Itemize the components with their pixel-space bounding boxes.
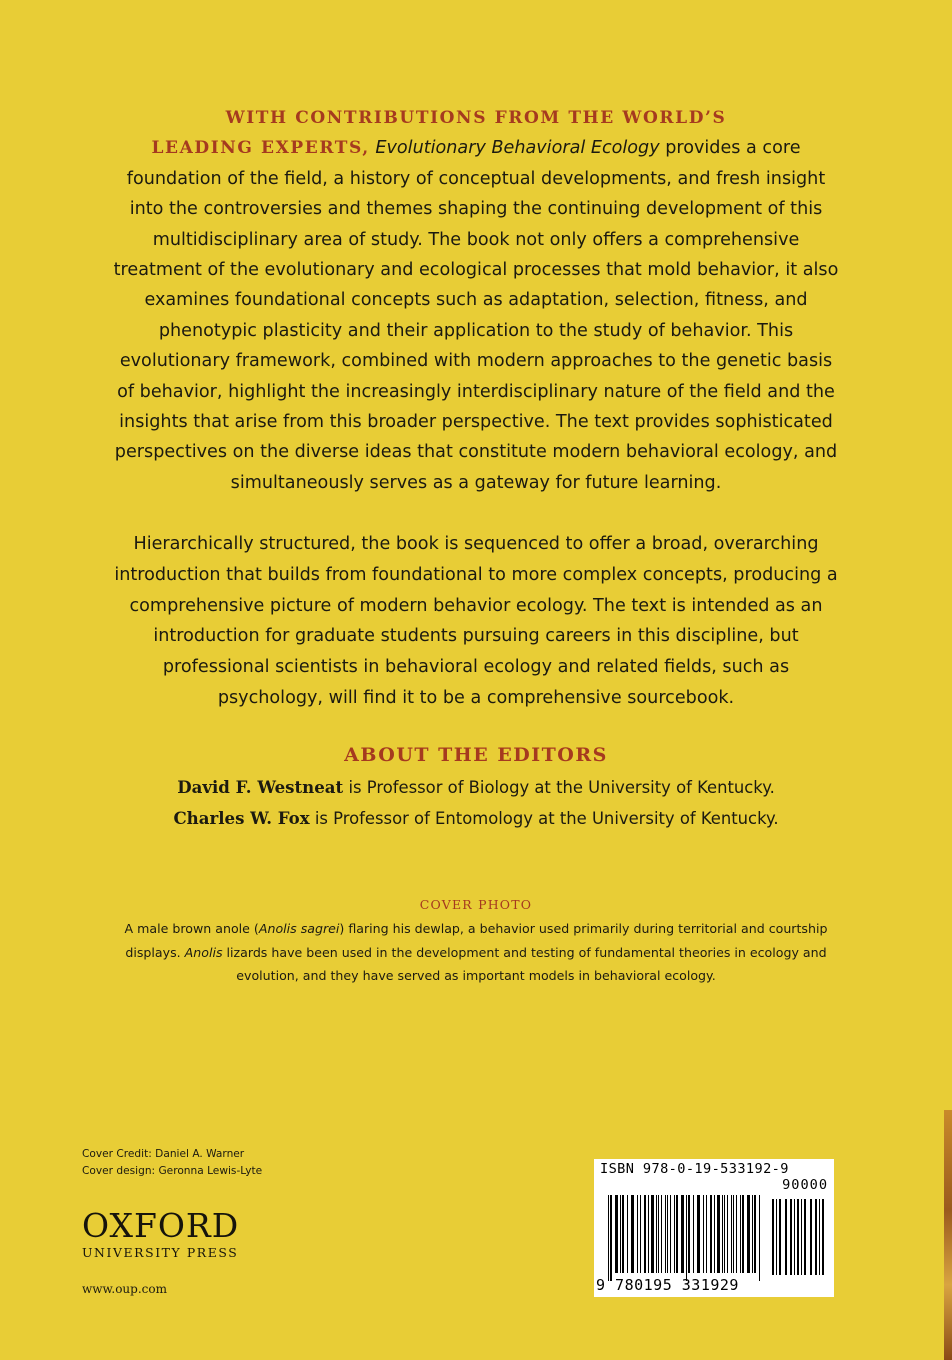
barcode-bar bbox=[815, 1199, 817, 1275]
barcode-bar bbox=[651, 1195, 654, 1273]
barcode-bar bbox=[714, 1195, 715, 1273]
genus-name: Anolis bbox=[184, 944, 223, 960]
barcode-bar bbox=[801, 1199, 802, 1275]
description-paragraph-1 bbox=[110, 103, 842, 498]
barcode-bar bbox=[688, 1195, 690, 1273]
editor-name: Charles W. Fox bbox=[173, 808, 310, 828]
barcode-bar bbox=[637, 1195, 638, 1273]
barcode-bar bbox=[752, 1195, 753, 1273]
barcode-bar bbox=[706, 1195, 707, 1273]
publisher-subtitle: UNIVERSITY PRESS bbox=[82, 1245, 239, 1260]
editor-affiliation: is Professor of Entomology at the University of Kentucky. bbox=[309, 809, 779, 828]
paragraph-1-body: provides a core foundation of the field, a history of conceptual developments, and fresh insight into the controversies and themes shaping the continuing development of this multidisciplinary area of study. The book not only offers a comprehensive treatment of the evolutionary and ecological processes that mold behavior, it also examines foundational concepts such as adaptation, selection, fitness, and phenotypic plasticity and their application to the study of behavior. This evolutionary framework, combined with modern approaches to the genetic basis of behavior, highlight the increasingly interdisciplinary nature of the field and the insights that arise from this broader perspective. The text provides sophisticated perspectives on the diverse ideas that constitute modern behavioral ecology, and simultaneously serves as a gateway for future learning. bbox=[113, 138, 839, 493]
barcode-bar bbox=[736, 1195, 737, 1273]
barcode-bar bbox=[776, 1199, 777, 1275]
barcode-bar bbox=[661, 1195, 662, 1273]
barcode-bar bbox=[670, 1195, 671, 1273]
barcode-bar bbox=[608, 1195, 609, 1281]
barcode-bar bbox=[640, 1195, 641, 1273]
barcode-bar bbox=[722, 1195, 723, 1273]
isbn-number: ISBN 978-0-19-533192-9 bbox=[600, 1161, 789, 1177]
barcode-bar bbox=[733, 1195, 734, 1273]
barcode-bar bbox=[681, 1195, 684, 1273]
barcode-bar bbox=[622, 1195, 624, 1273]
caption-part: ) flaring his dewlap, a behavior used primarily during territorial and courtship displays. bbox=[125, 921, 828, 960]
barcode-bar bbox=[644, 1195, 646, 1273]
book-title: Evolutionary Behavioral Ecology bbox=[375, 138, 660, 159]
barcode-bar bbox=[810, 1199, 812, 1275]
barcode-bar bbox=[740, 1195, 741, 1273]
barcode-bar bbox=[772, 1199, 774, 1275]
publisher-website: www.oup.com bbox=[82, 1282, 167, 1296]
lead-caps-line-1: WITH CONTRIBUTIONS FROM THE WORLD’S bbox=[225, 108, 727, 128]
editor-affiliation: is Professor of Biology at the University of Kentucky. bbox=[343, 778, 775, 797]
cover-photo-caption bbox=[115, 917, 837, 988]
barcode-bar bbox=[797, 1199, 799, 1275]
barcode-bar bbox=[620, 1195, 621, 1273]
barcode-bar bbox=[686, 1195, 687, 1281]
cover-art-edge bbox=[944, 1110, 952, 1360]
cover-design-credit: Cover design: Geronna Lewis-Lyte bbox=[82, 1165, 263, 1177]
barcode-bar bbox=[759, 1195, 760, 1281]
barcode-bar bbox=[703, 1195, 704, 1273]
barcode-bar bbox=[676, 1195, 678, 1273]
lead-caps-line-2: LEADING EXPERTS, bbox=[151, 138, 370, 159]
barcode-bar bbox=[731, 1195, 732, 1273]
barcode-bar bbox=[693, 1195, 694, 1273]
barcode-bar bbox=[658, 1195, 659, 1273]
barcode-bar bbox=[790, 1199, 792, 1275]
publisher-logo: OXFORD bbox=[82, 1206, 240, 1245]
barcode-bar bbox=[615, 1195, 618, 1273]
species-name: Anolis sagrei bbox=[258, 921, 340, 936]
barcode-bar bbox=[697, 1195, 700, 1273]
price-addon-number: 90000 bbox=[782, 1177, 828, 1193]
cover-photo-heading: COVER PHOTO bbox=[419, 897, 533, 912]
barcode-bar bbox=[794, 1199, 795, 1275]
barcode-bar bbox=[648, 1195, 649, 1273]
editor-line-2 bbox=[0, 808, 952, 828]
barcode-bar bbox=[610, 1195, 612, 1281]
editor-line-1 bbox=[0, 777, 952, 797]
barcode-bar bbox=[665, 1195, 666, 1273]
barcode-bar bbox=[747, 1195, 750, 1273]
description-paragraph-2: Hierarchically structured, the book is sequenced to offer a broad, overarching introduction that builds from foundational to more complex concepts, producing a comprehensive picture of modern behavior ecology. The text is intended as an introduction for graduate students pursuing careers in this discipline, but professional scientists in behavioral ecology and related fields, such as psychology, will find it to be a comprehensive sourcebook. bbox=[114, 534, 838, 708]
barcode-bar bbox=[785, 1199, 787, 1275]
barcode-bar bbox=[742, 1195, 744, 1273]
caption-part: lizards have been used in the development and testing of fundamental theories in ecology and evolution, and they have served as important models in behavioral ecology. bbox=[222, 944, 827, 983]
barcode-bar bbox=[717, 1195, 720, 1273]
barcode-bar bbox=[754, 1195, 756, 1273]
barcode-bar bbox=[674, 1195, 675, 1273]
about-editors-heading: ABOUT THE EDITORS bbox=[344, 744, 608, 766]
isbn-barcode bbox=[594, 1159, 834, 1297]
barcode-bar bbox=[627, 1195, 628, 1273]
barcode-bar bbox=[667, 1195, 668, 1273]
barcode-bar bbox=[656, 1195, 657, 1273]
barcode-bar bbox=[822, 1199, 824, 1275]
barcode-bar bbox=[727, 1195, 728, 1273]
barcode-bar bbox=[804, 1199, 806, 1275]
barcode-bar bbox=[710, 1195, 712, 1273]
cover-credit: Cover Credit: Daniel A. Warner bbox=[82, 1148, 245, 1160]
barcode-bar bbox=[724, 1195, 725, 1273]
editor-name: David F. Westneat bbox=[177, 777, 344, 797]
barcode-bar bbox=[819, 1199, 820, 1275]
barcode-bar bbox=[631, 1195, 634, 1273]
ean-digits: 9 780195 331929 bbox=[596, 1276, 739, 1294]
barcode-bar bbox=[779, 1199, 781, 1275]
caption-part: A male brown anole ( bbox=[124, 921, 259, 936]
